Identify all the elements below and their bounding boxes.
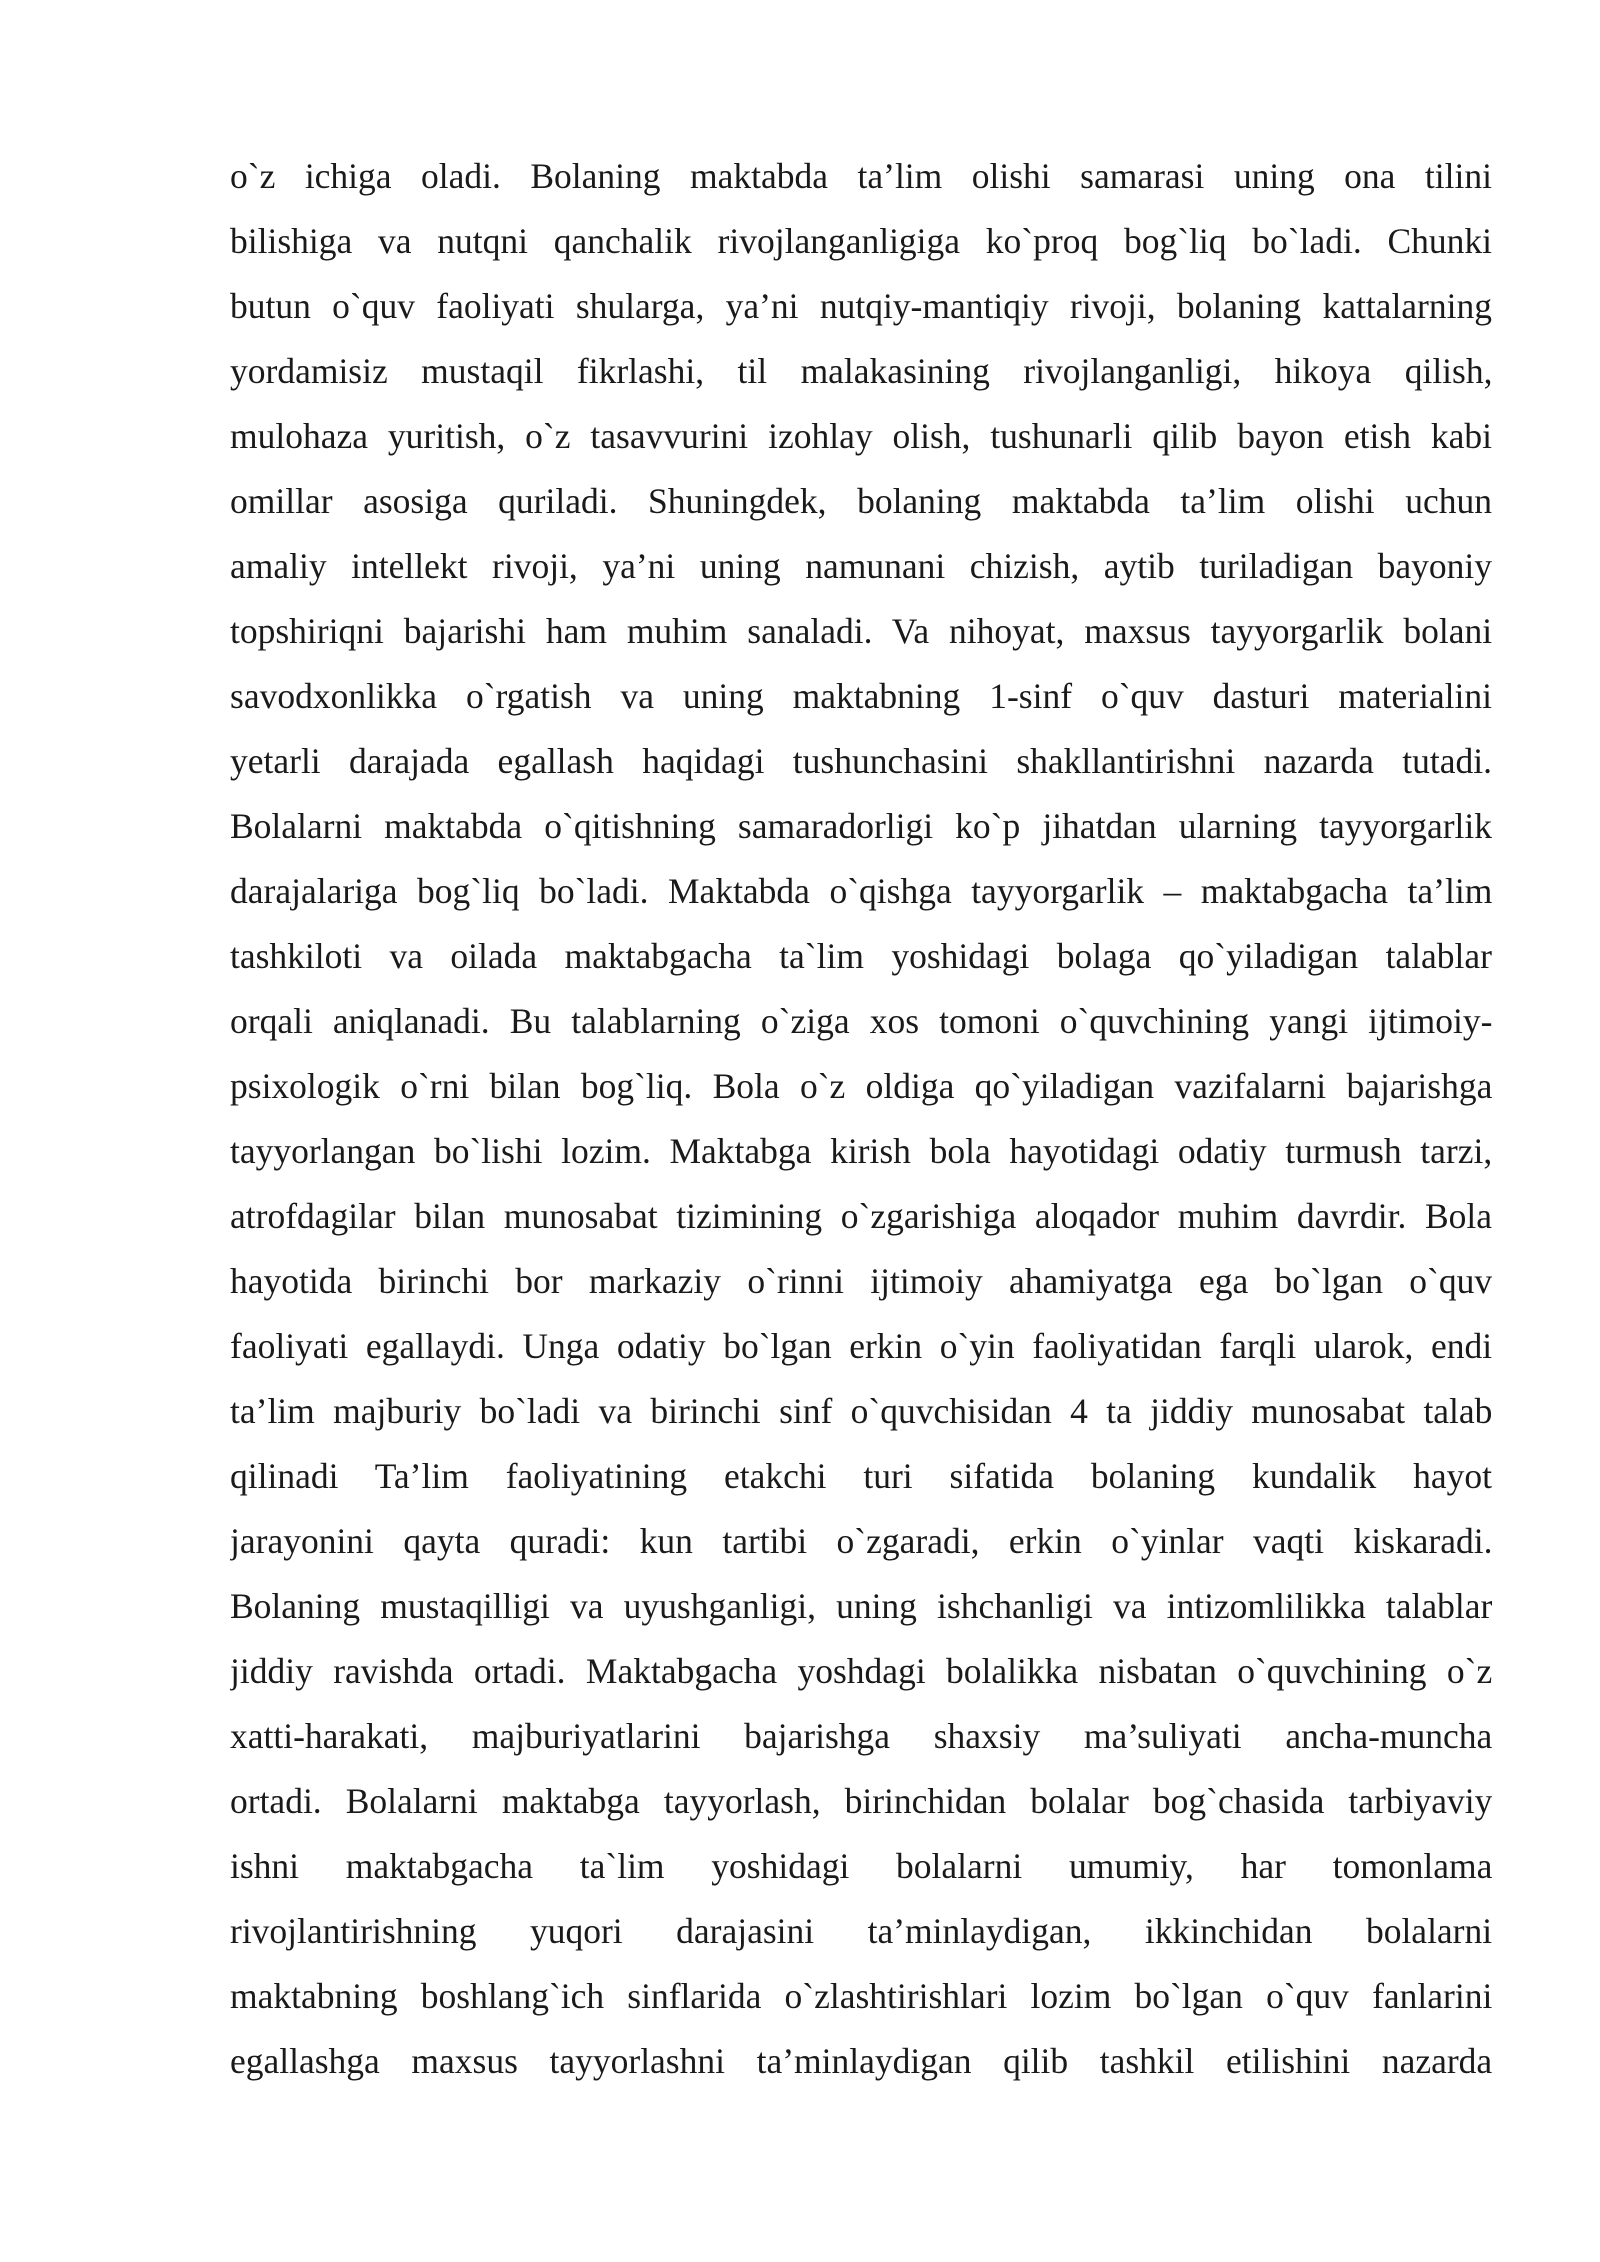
text-line: o`z ichiga oladi. Bolaning maktabda ta’lim olishi samarasi uning ona tilini [230,156,1492,196]
text-line: qilinadi Ta’lim faoliyatining etakchi turi sifatida bolaning kundalik hayot [230,1456,1492,1496]
text-line: faoliyati egallaydi. Unga odatiy bo`lgan erkin o`yin faoliyatidan farqli ularok, endi [230,1326,1492,1366]
text-line: yordamisiz mustaqil fikrlashi, til malakasining rivojlanganligi, hikoya qilish, [230,351,1492,391]
text-line: yetarli darajada egallash haqidagi tushunchasini shakllantirishni nazarda tutadi. [230,741,1492,781]
text-line: mulohaza yuritish, o`z tasavvurini izohlay olish, tushunarli qilib bayon etish kabi [230,416,1492,456]
text-line: bilishiga va nutqni qanchalik rivojlanganligiga ko`proq bog`liq bo`ladi. Chunki [230,221,1492,261]
text-line: jiddiy ravishda ortadi. Maktabgacha yoshdagi bolalikka nisbatan o`quvchining o`z [230,1651,1492,1691]
text-line: atrofdagilar bilan munosabat tizimining o`zgarishiga aloqador muhim davrdir. Bola [230,1196,1492,1236]
text-line: tashkiloti va oilada maktabgacha ta`lim yoshidagi bolaga qo`yiladigan talablar [230,936,1492,976]
text-line: topshiriqni bajarishi ham muhim sanaladi. Va nihoyat, maxsus tayyorgarlik bolani [230,611,1492,651]
text-line: jarayonini qayta quradi: kun tartibi o`zgaradi, erkin o`yinlar vaqti kiskaradi. [230,1521,1492,1561]
text-line: xatti-harakati, majburiyatlarini bajarishga shaxsiy ma’suliyati ancha-muncha [230,1716,1492,1756]
text-line: tayyorlangan bo`lishi lozim. Maktabga kirish bola hayotidagi odatiy turmush tarzi, [230,1131,1492,1171]
text-line: ishni maktabgacha ta`lim yoshidagi bolalarni umumiy, har tomonlama [230,1846,1492,1886]
text-line: ortadi. Bolalarni maktabga tayyorlash, birinchidan bolalar bog`chasida tarbiyaviy [230,1781,1492,1821]
text-line: maktabning boshlang`ich sinflarida o`zlashtirishlari lozim bo`lgan o`quv fanlarini [230,1976,1492,2016]
text-line: amaliy intellekt rivoji, ya’ni uning namunani chizish, aytib turiladigan bayoniy [230,546,1492,586]
text-line: Bolalarni maktabda o`qitishning samaradorligi ko`p jihatdan ularning tayyorgarlik [230,806,1492,846]
text-line: egallashga maxsus tayyorlashni ta’minlaydigan qilib tashkil etilishini nazarda [230,2041,1492,2081]
text-line: darajalariga bog`liq bo`ladi. Maktabda o`qishga tayyorgarlik – maktabgacha ta’lim [230,871,1492,911]
text-line: butun o`quv faoliyati shularga, ya’ni nutqiy-mantiqiy rivoji, bolaning kattalarning [230,286,1492,326]
text-line: omillar asosiga quriladi. Shuningdek, bolaning maktabda ta’lim olishi uchun [230,481,1492,521]
text-line: psixologik o`rni bilan bog`liq. Bola o`z oldiga qo`yiladigan vazifalarni bajarishga [230,1066,1492,1106]
text-line: savodxonlikka o`rgatish va uning maktabning 1-sinf o`quv dasturi materialini [230,676,1492,716]
text-line: hayotida birinchi bor markaziy o`rinni ijtimoiy ahamiyatga ega bo`lgan o`quv [230,1261,1492,1301]
text-line: Bolaning mustaqilligi va uyushganligi, uning ishchanligi va intizomlilikka talablar [230,1586,1492,1626]
text-line: ta’lim majburiy bo`ladi va birinchi sinf o`quvchisidan 4 ta jiddiy munosabat talab [230,1391,1492,1431]
text-line: rivojlantirishning yuqori darajasini ta’minlaydigan, ikkinchidan bolalarni [230,1911,1492,1951]
text-line: orqali aniqlanadi. Bu talablarning o`ziga xos tomoni o`quvchining yangi ijtimoiy- [230,1001,1492,1041]
body-paragraph [230,144,1492,2094]
